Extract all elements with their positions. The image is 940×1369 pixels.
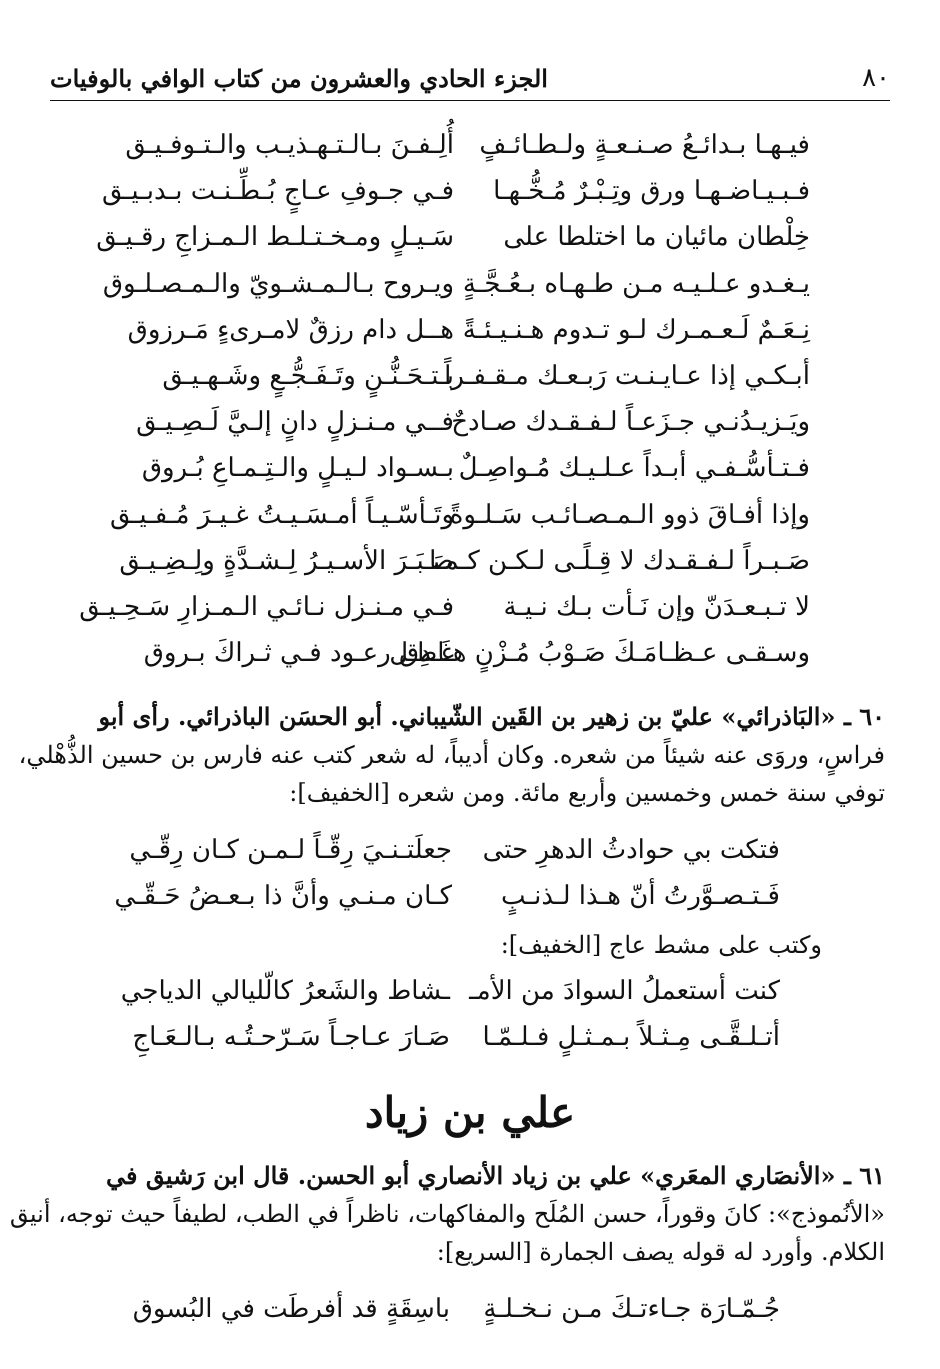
verse-first-hemistich: فتكت بي حوادثُ الدهرِ حتى — [482, 835, 780, 865]
verse — [0, 1286, 940, 1332]
verse-first-hemistich: أبـكـي إذا عـايـنـت رَبـعـك مـقـفـراً — [444, 361, 810, 391]
verse-second-hemistich: غَـدِق رعـود فـي ثـراكَ بـروق — [143, 638, 454, 669]
verse — [0, 261, 940, 307]
verse-first-hemistich: فَـتـصـوَّرتُ أنّ هـذا لـذنـبٍ — [500, 881, 780, 911]
verse-second-hemistich: ويـروح بـالـمـشـويّ والـمـصـلـوق — [102, 268, 454, 299]
verse — [0, 630, 940, 676]
verse — [0, 1014, 940, 1060]
verse-first-hemistich: وإذا أفـاقَ ذوو الـمـصـائـب سَـلـوةً — [449, 499, 810, 530]
entry-61 — [9, 1157, 885, 1271]
verse-second-hemistich: صَـارَ عـاجـاً سَـرّحـتُـه بـالـعَـاجِ — [132, 1022, 450, 1052]
verse-first-hemistich: فيـهـا بـدائـعُ صـنـعـةٍ ولـطـائـفٍ — [479, 130, 810, 160]
entry-61-line: ٦١ ـ «الأنصَاري المعَري» علي بن زياد الأنصاري أبو الحسن. قال ابن رَشيق في — [106, 1161, 885, 1190]
verse-first-hemistich: أتـلـقَّـى مِـثـلاً بـمـثـلٍ فـلـمّـا — [482, 1022, 780, 1052]
verse — [0, 353, 940, 399]
verse-first-hemistich: فـتـأسُّـفـي أبـداً عـلـيـك مُـواصِـلٌ — [458, 453, 810, 484]
verse-second-hemistich: جعلَتـنـيَ رِقّـاً لـمـن كـان رِقّـي — [129, 835, 452, 865]
verse-second-hemistich: باسِقَةٍ قد أفرطَت في البُسوق — [132, 1294, 450, 1324]
verse-second-hemistich: صَـبَـرَ الأسـيـرُ لِـشـدَّةٍ ولِـضِـيـق — [119, 545, 454, 576]
verse — [0, 214, 940, 260]
verse — [0, 445, 940, 491]
verse-second-hemistich: فــي مـنـزلٍ دانٍ إلـيَّ لَـصِـيـق — [136, 407, 454, 438]
verse-first-hemistich: نِـعَـمٌ لَـعـمـرك لـو تـدوم هـنـيـئـةً — [462, 314, 810, 345]
running-header — [50, 58, 890, 98]
verse — [0, 584, 940, 630]
verse — [0, 492, 940, 538]
verse-first-hemistich: يـغـدو عـلـيـه مـن طـهـاه بـعُـجَّـةٍ — [462, 268, 810, 299]
verse-second-hemistich: بـسـواد لـيـلٍ والـتِـمـاعِ بُـروق — [141, 453, 454, 484]
verse-second-hemistich: بـتـحَـنُّـنٍ وتَـفَـجُّـعٍ وشَـهـيـق — [162, 361, 454, 391]
verse-first-hemistich: كنت أستعملُ السوادَ من الأمـ — [469, 976, 780, 1006]
verse — [0, 307, 940, 353]
verse — [0, 827, 940, 873]
verse-first-hemistich: وسـقـى عـظـامَـكَ صَـوْبُ مُـزْنٍ هـاطـل — [389, 638, 810, 669]
verse-first-hemistich: لا تـبـعـدَنّ وإن نَـأت بـك نـيـة — [503, 592, 810, 622]
running-title: الجزء الحادي والعشرون من كتاب الوافي بالوفيات — [50, 63, 548, 93]
verse-second-hemistich: هــل دام رزقٌ لامـرىءٍ مَـرزوق — [127, 314, 454, 345]
verse-second-hemistich: فـي مـنـزل نـائـي الـمـزارِ سَـحِـيـق — [79, 592, 454, 622]
verse — [0, 538, 940, 584]
verse-second-hemistich: وتَـأسّـيـاً أمـسَـيـتُ غـيـرَ مُـفـيـق — [110, 499, 454, 530]
verse — [0, 122, 940, 168]
verse-first-hemistich: فـبـيـاضـهـا ورق وتِـبْـرٌ مُـخُّـهـا — [493, 176, 810, 207]
verse-second-hemistich: سَـيـلٍ ومـخـتـلـط الـمـزاجِ رقـيـق — [96, 222, 454, 253]
verse — [0, 399, 940, 445]
verse-second-hemistich: فـي جـوفِ عـاجٍ بُـطِّـنـت بـدبـيـق — [102, 176, 454, 207]
header-divider — [50, 100, 890, 101]
entry-60-line: توفي سنة خمس وخمسين وأربع مائة. ومن شعره [الخفيف]: — [289, 779, 885, 807]
entry-60-line: ٦٠ ـ «البَاذرائي» عليّ بن زهير بن القَين الشّيباني. أبو الحسَن الباذرائي. رأى أبو — [98, 702, 885, 731]
verse — [0, 168, 940, 214]
verse-second-hemistich: ـشاط والشَعرُ كالّليالي الدياجي — [120, 976, 450, 1006]
section-title: علي بن زياد — [364, 1088, 576, 1137]
verse — [0, 873, 940, 919]
verse-second-hemistich: أُلِـفـنَ بـالـتـهـذيـب والـتـوفـيـق — [125, 130, 454, 160]
entry-60 — [18, 698, 885, 812]
page-number: ٨٠ — [862, 63, 890, 93]
verse-second-hemistich: كـان مـنـي وأنَّ ذا بـعـضُ حَـقّـي — [114, 881, 452, 911]
poem-3-intro-text: وكتب على مشط عاج [الخفيف]: — [500, 931, 822, 959]
verse-first-hemistich: جُـمّـارَة جـاءتـكَ مـن نـخـلـةٍ — [483, 1294, 780, 1324]
verse-first-hemistich: صَـبـراً لـفـقـدك لا قِـلًـى لـكـن كـمـا — [429, 545, 810, 576]
verse-first-hemistich: خِلْطان مائيان ما اختلطا على — [503, 222, 810, 253]
verse — [0, 968, 940, 1014]
entry-61-line: الكلام. وأورد له قوله يصف الجمارة [السريع]: — [436, 1238, 885, 1266]
verse-first-hemistich: ويَـزيـدُنـي جـزَعـاً لـفـقـدك صـادحٌ — [451, 407, 810, 438]
poem-3-intro — [52, 926, 822, 964]
entry-61-line: «الأنُموذج»: كانَ وقوراً، حسن المُلَح والمفاكهات، ناظراً في الطب، لطيفاً حيث توجه، أنيق — [9, 1200, 885, 1228]
entry-60-line: فراسٍ، وروَى عنه شيئاً من شعره. وكان أديباً، له شعر كتب عنه فارس بن حسين الذُّهْلي، — [18, 741, 885, 769]
